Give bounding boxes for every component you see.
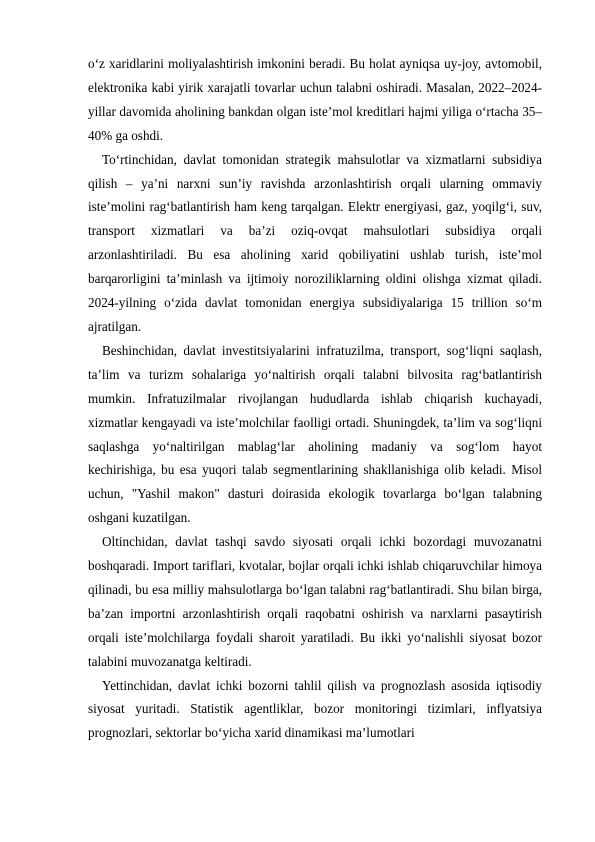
paragraph-subsidies: To‘rtinchidan, davlat tomonidan strategik mahsulotlar va xizmatlarni subsidiya qilish – ya’ni narxni sun’iy ravishda arzonlashtirish orqali ularning ommaviy iste’molini rag‘batlantirish ham keng tarqalgan. Elektr energiyasi, gaz, yoqilg‘i, suv, transport xizmatlari va ba’zi oziq-ovqat mahsulotlari subsidiya orqali arzonlashtiriladi. Bu esa aholining xarid qobiliyatini ushlab turish, iste’mol barqarorligini ta’minlash va ijtimoiy noroziliklarning oldini olishga xizmat qiladi. 2024-yilning o‘zida davlat tomonidan energiya subsidiyalariga 15 trillion so‘m ajratilgan. — [88, 151, 542, 334]
paragraph-foreign-trade: Oltinchidan, davlat tashqi savdo siyosati orqali ichki bozordagi muvozanatni boshqaradi. Import tariflari, kvotalar, bojlar orqali ichki ishlab chiqaruvchilar himoya qilinadi, bu esa milliy mahsulotlarga bo‘lgan talabni rag‘batlantiradi. Shu bilan birga, ba’zan importni arzonlashtirish orqali raqobatni oshirish va narxlarni pasaytirish orqali iste’molchilarga foydali sharoit yaratiladi. Bu ikki yo‘nalishli siyosat bozor talabini muvozanatga keltiradi. — [88, 534, 542, 669]
paragraph-investments: Beshinchidan, davlat investitsiyalarini infratuzilma, transport, sog‘liqni saqlash, ta’lim va turizm sohalariga yo‘naltirish orqali talabni bilvosita rag‘batlantirish mumkin. Infratuzilmalar rivojlangan hududlarda ishlab chiqarish kuchayadi, xizmatlar kengayadi va iste’molchilar faolligi ortadi. Shuningdek, ta’lim va sog‘liqni saqlashga yo‘naltirilgan mablag‘lar aholining madaniy va sog‘lom hayot kechirishiga, bu esa yuqori talab segmentlarining shakllanishiga olib keladi. Misol uchun, "Yashil makon" dasturi doirasida ekologik tovarlarga bo‘lgan talabning oshgani kuzatilgan. — [88, 342, 542, 526]
document-page — [88, 52, 542, 745]
paragraph-forecasting: Yettinchidan, davlat ichki bozorni tahlil qilish va prognozlash asosida iqtisodiy siyosat yuritadi. Statistik agentliklar, bozor monitoringi tizimlari, inflyatsiya prognozlari, sektorlar bo‘yicha xarid dinamikasi ma’lumotlari — [88, 677, 542, 741]
paragraph-credit-financing: o‘z xaridlarini moliyalashtirish imkonini beradi. Bu holat ayniqsa uy-joy, avtomobil, elektronika kabi yirik xarajatli tovarlar uchun talabni oshiradi. Masalan, 2022–2024-yillar davomida aholining bankdan olgan iste’mol kreditlari hajmi yiliga o‘rtacha 35–40% ga oshdi. — [88, 56, 542, 143]
